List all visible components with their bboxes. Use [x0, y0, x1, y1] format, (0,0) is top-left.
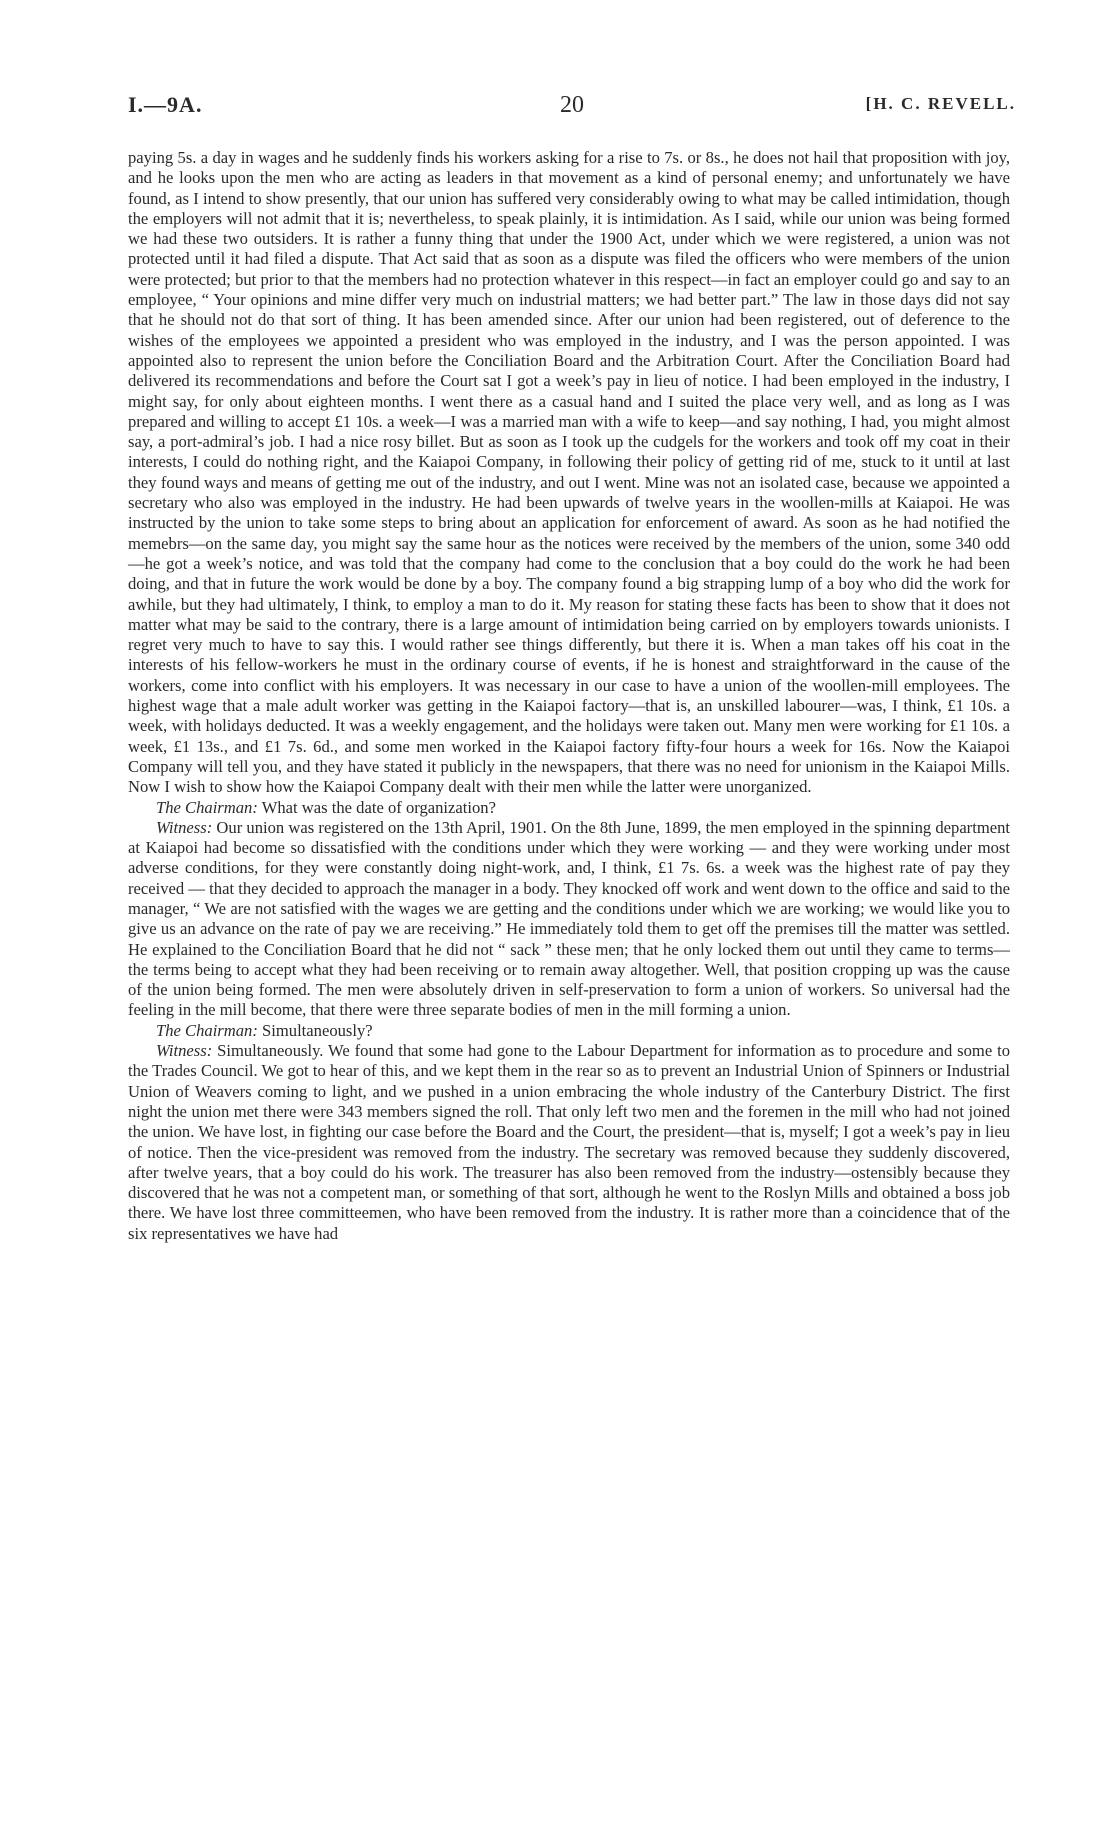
paragraph — [128, 148, 1010, 798]
document-reference: I.—9A. — [128, 92, 203, 117]
paragraph — [128, 1041, 1010, 1244]
paragraph — [128, 818, 1010, 1021]
page-number: 20 — [560, 92, 584, 118]
paragraph-text: paying 5s. a day in wages and he suddenly finds his workers asking for a rise to 7s. or 8s., he does not hail that proposition with joy, and he looks upon the men who are acting as leaders in that movement as a kind of personal enemy; and unfortunately we have found, as I intend to show presently, that our union has suffered very considerably owing to what may be called intimidation, though the employers will not admit that it is; nevertheless, to speak plainly, it is intimidation. As I said, while our union was being formed we had these two outsiders. It is rather a funny thing that under the 1900 Act, under which we were registered, a union was not protected until it had filed a dispute. That Act said that as soon as a dispute was filed the officers who were members of the union were protected; but prior to that the members had no protection whatever in this respect—in fact an employer could go and say to an employee, “ Your opinions and mine differ very much on industrial matters; we had better part.” The law in those days did not say that he should not do that sort of thing. It has been amended since. After our union had been registered, out of deference to the wishes of the employees we appointed a president who was employed in the industry, and I was the person appointed. I was appointed also to represent the union before the Conciliation Board and the Arbitration Court. After the Conciliation Board had delivered its recommendations and before the Court sat I got a week’s pay in lieu of notice. I had been employed in the industry, I might say, for only about eighteen months. I went there as a casual hand and I suited the place very well, and as long as I was prepared and willing to accept £1 10s. a week—I was a married man with a wife to keep—and say nothing, I had, you might almost say, a port-admiral’s job. I had a nice rosy billet. But as soon as I took up the cudgels for the workers and took off my coat in their interests, I could do nothing right, and the Kaiapoi Company, in following their policy of getting rid of me, stuck to it until at last they found ways and means of getting me out of the industry, and out I went. Mine was not an isolated case, because we appointed a secretary who also was employed in the industry. He had been upwards of twelve years in the woollen-mills at Kaiapoi. He was instructed by the union to take some steps to bring about an application for enforcement of award. As soon as he had notified the memebrs—on the same day, you might say the same hour as the notices were received by the members of the union, some 340 odd—he got a week’s notice, and was told that the company had come to the conclusion that a boy could do the work he had been doing, and that in future the work would be done by a boy. The company found a big strapping lump of a boy who did the work for awhile, but they had ultimately, I think, to employ a man to do it. My reason for stating these facts has been to show that it does not matter what may be said to the contrary, there is a large amount of intimidation being carried on by employers towards unionists. I regret very much to have to say this. I would rather see things differently, but there it is. When a man takes off his coat in the interests of his fellow-workers he must in the ordinary course of events, if he is honest and straightforward in the cause of the workers, come into conflict with his employers. It was necessary in our case to have a union of the woollen-mill employees. The highest wage that a male adult worker was getting in the Kaiapoi factory—that is, an unskilled labourer—was, I think, £1 10s. a week, with holidays deducted. It was a weekly engagement, and the holidays were taken out. Many men were working for £1 10s. a week, £1 13s., and £1 7s. 6d., and some men worked in the Kaiapoi factory fifty-four hours a week for 16s. Now the Kaiapoi Company will tell you, and they have stated it publicly in the newspapers, that there was no need for unionism in the Kaiapoi Mills. Now I wish to show how the Kaiapoi Company dealt with their men while the latter were unorganized. — [128, 148, 1010, 797]
paragraph-text: Simultaneously. We found that some had gone to the Labour Department for information as to procedure and some to the Trades Council. We got to hear of this, and we kept them in the rear so as to prevent an Industrial Union of Spinners or Industrial Union of Weavers coming to light, and we pushed in a union embracing the whole industry of the Canterbury District. The first night the union met there were 343 members signed the roll. That only left two men and the foremen in the mill who had not joined the union. We have lost, in fighting our case before the Board and the Court, the president—that is, myself; I got a week’s pay in lieu of notice. Then the vice-president was removed from the industry. The secretary was removed because they suddenly discovered, after twelve years, that a boy could do his work. The treasurer has also been removed from the industry—ostensibly because they discovered that he was not a competent man, or something of that sort, although he went to the Roslyn Mills and obtained a boss job there. We have lost three committeemen, who have been removed from the industry. It is rather more than a coincidence that of the six representatives we have had — [128, 1041, 1010, 1243]
paragraph-speaker: Witness: — [156, 1041, 213, 1061]
paragraph-text: What was the date of organization? — [257, 797, 496, 817]
speaker-name: [H. C. REVELL. — [865, 94, 1016, 113]
body-text — [128, 148, 1010, 1244]
paragraph — [128, 1021, 1010, 1041]
paragraph-speaker: Witness: — [156, 817, 213, 837]
page-header — [128, 92, 1016, 126]
paragraph — [128, 798, 1010, 818]
paragraph-speaker: The Chairman: — [156, 797, 258, 817]
paragraph-speaker: The Chairman: — [156, 1020, 258, 1040]
paragraph-text: Simultaneously? — [257, 1020, 373, 1040]
paragraph-text: Our union was registered on the 13th April, 1901. On the 8th June, 1899, the men employed in the spinning department at Kaiapoi had become so dissatisfied with the conditions under which they were working — and they were working under most adverse conditions, for they were constantly doing night-work, and, I think, £1 7s. 6s. a week was the highest rate of pay they received — that they decided to approach the manager in a body. They knocked off work and went down to the office and said to the manager, “ We are not satisfied with the wages we are getting and the conditions under which we are working; we would like you to give us an advance on the rate of pay we are receiving.” He immediately told them to get off the premises till the matter was settled. He explained to the Conciliation Board that he did not “ sack ” these men; that he only locked them out until they came to terms—the terms being to accept what they had been receiving or to remain away altogether. Well, that position cropping up was the cause of the union being formed. The men were absolutely driven in self-preservation to form a union of workers. So universal had the feeling in the mill become, that there were three separate bodies of men in the mill forming a union. — [128, 817, 1010, 1020]
